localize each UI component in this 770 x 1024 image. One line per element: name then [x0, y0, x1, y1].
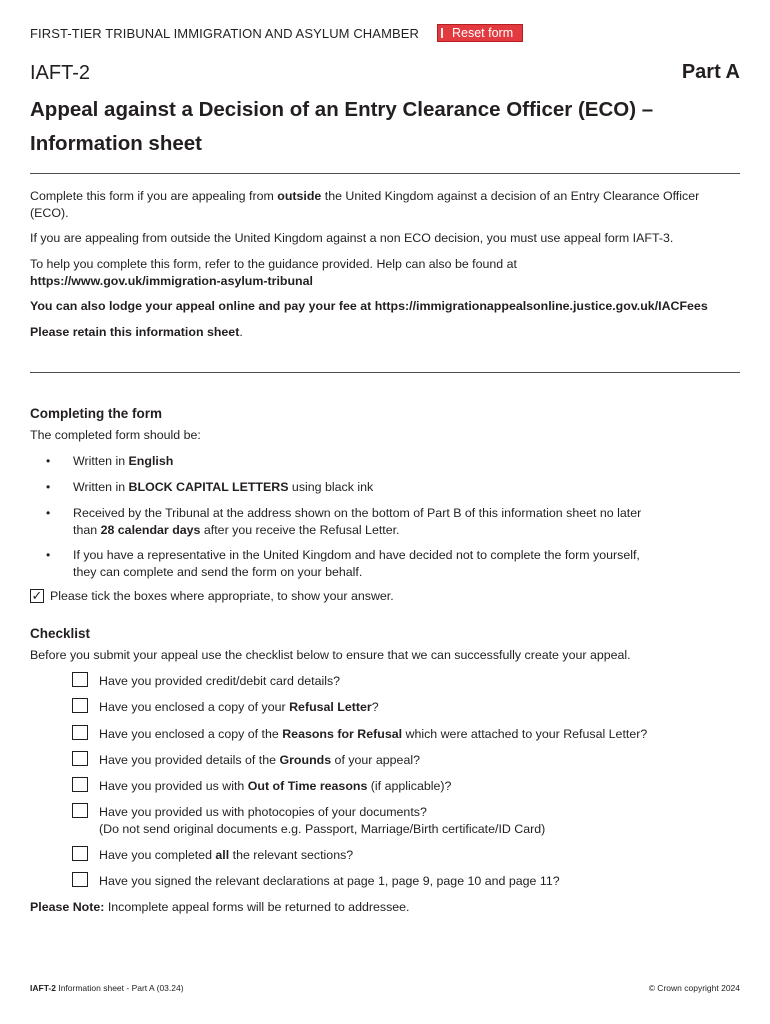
bullet: • [46, 506, 51, 520]
please-note [30, 899, 740, 916]
checklist-item-out-of-time [99, 778, 719, 795]
checkbox-photocopies[interactable] [72, 803, 88, 818]
page-title-line1: Appeal against a Decision of an Entry Clearance Officer (ECO) – [30, 98, 654, 121]
bullet-bold: 28 calendar days [100, 522, 201, 537]
retain-sheet-end: . [239, 325, 243, 339]
reset-form-label: Reset form [452, 26, 514, 40]
bullet: • [46, 454, 51, 468]
checklist-heading: Checklist [30, 626, 91, 641]
guidance-link[interactable]: https://www.gov.uk/immigration-asylum-tribunal [30, 273, 313, 288]
divider-top [30, 173, 740, 174]
bullet-text-line2: they can complete and send the form on your behalf. [73, 564, 363, 579]
divider-middle [30, 372, 740, 373]
checklist-item-grounds [99, 752, 719, 769]
item-bold: all [215, 848, 230, 862]
footer-copyright: © Crown copyright 2024 [648, 983, 740, 993]
checklist-lead: Before you submit your appeal use the checklist below to ensure that we can successfully create your appeal. [30, 648, 631, 662]
item-bold: Out of Time reasons [247, 779, 368, 793]
bullet-text-line1: If you have a representative in the United Kingdom and have decided not to complete the form yourself, [73, 548, 640, 562]
tick-example-icon: ✓ [31, 588, 43, 603]
bullet-text-line1: Received by the Tribunal at the address shown on the bottom of Part B of this information sheet no later [73, 506, 642, 520]
item-text-line1: Have you provided us with photocopies of your documents? [99, 805, 427, 819]
item-bold: Refusal Letter [289, 700, 372, 714]
checkbox-out-of-time[interactable] [72, 777, 88, 792]
item-text-end: ? [371, 700, 379, 714]
intro-paragraph-1 [30, 188, 740, 221]
checkbox-all-sections[interactable] [72, 846, 88, 861]
bullet-english [73, 453, 693, 470]
checklist-item-refusal-letter [99, 699, 719, 716]
item-text: Have you enclosed a copy of the [99, 727, 283, 741]
footer-left-text: Information sheet - Part A (03.24) [55, 983, 184, 993]
please-note-text: Incomplete appeal forms will be returned to addressee. [104, 900, 410, 914]
footer-form-reference [30, 983, 184, 993]
tribunal-header: FIRST-TIER TRIBUNAL IMMIGRATION AND ASYLUM CHAMBER [30, 26, 420, 41]
checkbox-grounds[interactable] [72, 751, 88, 766]
completing-heading: Completing the form [30, 406, 162, 421]
intro-paragraph-5 [30, 324, 740, 341]
checkbox-reasons-for-refusal[interactable] [72, 725, 88, 740]
item-text-line2: (Do not send original documents e.g. Passport, Marriage/Birth certificate/ID Card) [99, 821, 546, 836]
checklist-item-all-sections [99, 847, 719, 864]
retain-sheet-bold: Please retain this information sheet [30, 325, 240, 339]
intro-paragraph-2: If you are appealing from outside the United Kingdom against a non ECO decision, you must use appeal form IAFT-3. [30, 231, 674, 245]
bullet: • [46, 548, 51, 562]
item-text-end: of your appeal? [331, 753, 420, 767]
intro-p1-text: Complete this form if you are appealing from [30, 189, 278, 203]
footer-code: IAFT-2 [30, 983, 56, 993]
item-text: Have you provided us with [99, 779, 248, 793]
page-title-line2: Information sheet [30, 132, 202, 155]
intro-p3-text: To help you complete this form, refer to the guidance provided. Help can also be found at [30, 257, 517, 271]
checklist-item-card-details: Have you provided credit/debit card details? [99, 674, 341, 688]
checkbox-refusal-letter[interactable] [72, 698, 88, 713]
form-code: IAFT-2 [30, 62, 91, 84]
item-bold: Grounds [279, 753, 332, 767]
item-text: Have you provided details of the [99, 753, 280, 767]
bullet-bold: BLOCK CAPITAL LETTERS [128, 480, 289, 494]
intro-paragraph-3 [30, 256, 740, 289]
bullet-bold: English [128, 454, 174, 468]
checklist-item-declarations: Have you signed the relevant declarations at page 1, page 9, page 10 and page 11? [99, 874, 560, 888]
online-lodge-text: You can also lodge your appeal online and pay your fee at https://immigrationappealsonline.justice.gov.uk/IACFees [30, 299, 708, 313]
intro-paragraph-4 [30, 298, 740, 315]
reset-form-button[interactable] [437, 24, 523, 42]
bullet-deadline [73, 505, 693, 538]
bullet-text: Written in [73, 480, 129, 494]
item-text: Have you completed [99, 848, 216, 862]
bullet-text-end: after you receive the Refusal Letter. [200, 522, 400, 537]
item-text-end: which were attached to your Refusal Letter? [402, 727, 648, 741]
bullet: • [46, 480, 51, 494]
checkbox-declarations[interactable] [72, 872, 88, 887]
intro-p1-text-end: the United Kingdom against a decision of an Entry Clearance Officer (ECO). [30, 189, 700, 220]
bullet-text-end: using black ink [288, 480, 374, 494]
page-title [30, 93, 720, 161]
item-text-end: the relevant sections? [229, 848, 354, 862]
please-note-bold: Please Note: [30, 900, 105, 914]
bullet-representative [73, 547, 693, 580]
bullet-text: Written in [73, 454, 129, 468]
checklist-item-reasons-for-refusal [99, 726, 719, 743]
item-bold: Reasons for Refusal [282, 727, 403, 741]
button-edge-decoration [441, 28, 443, 38]
checkbox-card-details[interactable] [72, 672, 88, 687]
tick-instruction: Please tick the boxes where appropriate, to show your answer. [50, 589, 394, 603]
bullet-text: than [73, 522, 101, 537]
bullet-text-line2 [73, 522, 693, 539]
item-text-end: (if applicable)? [367, 779, 452, 793]
item-text: Have you enclosed a copy of your [99, 700, 290, 714]
checklist-item-photocopies [99, 804, 719, 837]
bullet-block-capitals [73, 479, 693, 496]
completing-lead: The completed form should be: [30, 428, 201, 442]
intro-p1-bold: outside [277, 189, 322, 203]
part-label: Part A [681, 61, 740, 83]
